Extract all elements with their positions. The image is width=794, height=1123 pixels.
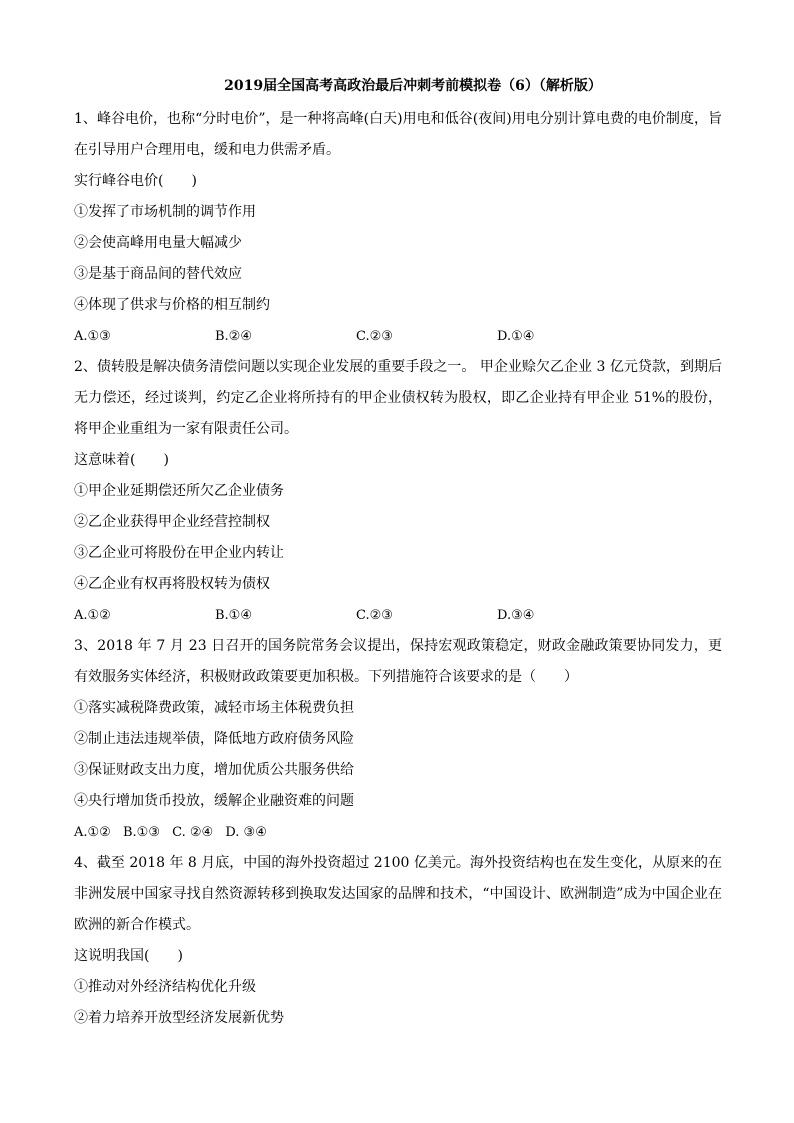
- statement-item: ④乙企业有权再将股权转为债权: [74, 576, 270, 592]
- question-stem: 2、债转股是解决债务清偿问题以实现企业发展的重要手段之一。 甲企业赊欠乙企业 3 亿元贷款，到期后无力偿还，经过谈判，约定乙企业将所持有的甲企业债权转为股权，即乙企业持有甲企业 51%的股份，将甲企业重组为一家有限责任公司。: [74, 359, 722, 437]
- statement-item: ④体现了供求与价格的相互制约: [74, 297, 270, 313]
- option-a: A.①②: [74, 825, 111, 840]
- statement-item: ③是基于商品间的替代效应: [74, 266, 242, 282]
- statement-item: ②着力培养开放型经济发展新优势: [74, 1010, 284, 1026]
- answer-options: [74, 600, 722, 631]
- answer-options: [74, 321, 722, 352]
- option-a: A.①③: [74, 329, 111, 344]
- statement-item: ①推动对外经济结构优化升级: [74, 979, 256, 995]
- exam-page: [74, 76, 722, 1034]
- option-c: C. ②④: [172, 825, 214, 840]
- document-title: 2019届全国高考高政治最后冲刺考前模拟卷（6）（解析版）: [224, 78, 602, 94]
- statement-item: ③保证财政支出力度，增加优质公共服务供给: [74, 762, 354, 778]
- statement-item: ①发挥了市场机制的调节作用: [74, 204, 256, 220]
- statement-item: ②会使高峰用电量大幅减少: [74, 235, 242, 251]
- question-stem: 4、截至 2018 年 8 月底，中国的海外投资超过 2100 亿美元。海外投资结构也在发生变化，从原来的在非洲发展中国家寻找自然资源转移到换取发达国家的品牌和技术，“中国设计、欧洲制造”成为中国企业在欧洲的新合作模式。: [74, 855, 722, 933]
- question-1: [74, 104, 722, 352]
- option-d: D.③④: [497, 608, 535, 623]
- question-4: [74, 848, 722, 1034]
- question-3: [74, 631, 722, 848]
- question-stem: 3、2018 年 7 月 23 日召开的国务院常务会议提出，保持宏观政策稳定，财政金融政策要协同发力，更有效服务实体经济，积极财政政策要更加积极。下列措施符合该要求的是（ ）: [74, 638, 722, 685]
- option-c: C.②③: [356, 608, 393, 623]
- option-b: B.①③: [122, 825, 160, 840]
- question-2: [74, 352, 722, 631]
- statement-item: ①落实减税降费政策，减轻市场主体税费负担: [74, 700, 354, 716]
- statement-item: ③乙企业可将股份在甲企业内转让: [74, 545, 284, 561]
- statement-item: ②乙企业获得甲企业经营控制权: [74, 514, 270, 530]
- option-b: B.①④: [215, 608, 252, 623]
- option-a: A.①②: [74, 608, 111, 623]
- question-stem: 1、峰谷电价，也称“分时电价”，是一种将高峰(白天)用电和低谷(夜间)用电分别计算电费的电价制度，旨在引导用户合理用电，缓和电力供需矛盾。: [74, 111, 722, 158]
- question-prompt: 实行峰谷电价( ): [74, 173, 197, 189]
- option-d: D.①④: [497, 329, 535, 344]
- question-prompt: 这意味着( ): [74, 452, 169, 468]
- option-b: B.②④: [215, 329, 252, 344]
- option-c: C.②③: [356, 329, 393, 344]
- statement-item: ①甲企业延期偿还所欠乙企业债务: [74, 483, 284, 499]
- statement-item: ④央行增加货币投放，缓解企业融资难的问题: [74, 793, 354, 809]
- question-prompt: 这说明我国( ): [74, 948, 183, 964]
- answer-options: [74, 817, 722, 848]
- statement-item: ②制止违法违规举债，降低地方政府债务风险: [74, 731, 354, 747]
- option-d: D. ③④: [225, 825, 267, 840]
